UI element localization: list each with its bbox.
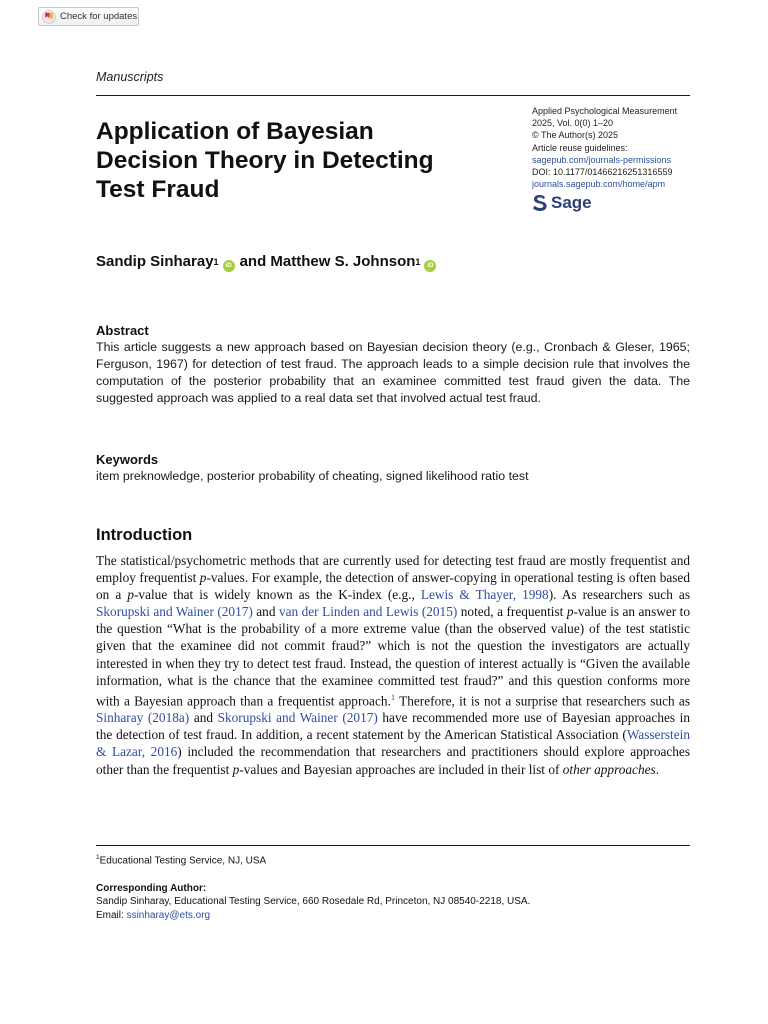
footnote-link[interactable]: 1 bbox=[390, 691, 396, 702]
check-for-updates-button[interactable] bbox=[38, 7, 139, 26]
author-name: Matthew S. Johnson bbox=[270, 253, 416, 270]
keywords-section bbox=[96, 451, 690, 485]
abstract-text: This article suggests a new approach based on Bayesian decision theory (e.g., Cronbach & Gleser, 1965; Ferguson, 1967) for detection of test fraud. The approach leads to a simple decision rule that involves the computation of the posterior probability that an examinee committed test fraud given the data. The suggested approach was applied to a real data set that involved actual test fraud. bbox=[96, 340, 690, 405]
keywords-text: item preknowledge, posterior probability of cheating, signed likelihood ratio test bbox=[96, 469, 529, 483]
section-tag: Manuscripts bbox=[96, 70, 164, 84]
title-line: Test Fraud bbox=[96, 176, 220, 203]
author-connector: and bbox=[239, 253, 267, 270]
affiliation-footnote bbox=[96, 854, 266, 866]
author-name: Sandip Sinharay bbox=[96, 253, 214, 270]
check-for-updates-label: Check for updates bbox=[60, 11, 138, 22]
title-line: Decision Theory in Detecting bbox=[96, 147, 434, 174]
affiliation-mark: 1 bbox=[96, 854, 100, 861]
introduction-heading: Introduction bbox=[96, 526, 193, 544]
abstract-heading: Abstract bbox=[96, 323, 149, 338]
citation-link[interactable]: Sinharay (2018a) bbox=[96, 710, 190, 726]
title-line: Application of Bayesian bbox=[96, 118, 374, 145]
corresponding-author bbox=[96, 882, 530, 922]
sage-logo bbox=[532, 194, 702, 212]
footnote-divider bbox=[96, 845, 690, 846]
journal-name: Applied Psychological Measurement bbox=[532, 106, 678, 116]
citation-link[interactable]: Skorupski and Wainer (2017) bbox=[96, 604, 253, 620]
citation-link[interactable]: van der Linden and Lewis (2015) bbox=[278, 604, 458, 620]
email-label: Email: bbox=[96, 909, 127, 921]
orcid-icon[interactable]: iD bbox=[424, 260, 436, 272]
permissions-link[interactable]: sagepub.com/journals-permissions bbox=[532, 154, 672, 165]
email-link[interactable]: ssinharay@ets.org bbox=[126, 909, 211, 921]
copyright: © The Author(s) 2025 bbox=[532, 130, 619, 141]
corresponding-address: Sandip Sinharay, Educational Testing Service, 660 Rosedale Rd, Princeton, NJ 08540-2218, USA. bbox=[96, 896, 531, 908]
header-divider bbox=[96, 95, 690, 96]
sage-wordmark: Sage bbox=[551, 193, 592, 213]
corresponding-heading: Corresponding Author: bbox=[96, 883, 207, 894]
affiliation-mark: 1 bbox=[213, 257, 219, 267]
journal-metadata bbox=[532, 105, 702, 212]
abstract-section bbox=[96, 322, 690, 407]
citation-link[interactable]: Lewis & Thayer, 1998 bbox=[420, 587, 549, 603]
orcid-icon[interactable]: iD bbox=[223, 260, 235, 272]
journal-volume: 2025, Vol. 0(0) 1–20 bbox=[532, 118, 614, 129]
sage-s-icon bbox=[532, 194, 548, 212]
affiliation-text: Educational Testing Service, NJ, USA bbox=[99, 855, 267, 867]
keywords-heading: Keywords bbox=[96, 452, 159, 467]
author-line bbox=[96, 253, 441, 271]
citation-link[interactable]: Skorupski and Wainer (2017) bbox=[217, 710, 378, 726]
crossmark-icon bbox=[42, 10, 56, 24]
doi: DOI: 10.1177/01466216251316559 bbox=[532, 167, 673, 178]
reuse-label: Article reuse guidelines: bbox=[532, 142, 628, 153]
article-title bbox=[96, 117, 496, 204]
introduction-paragraph: The statistical/psychometric methods that are currently used for detecting test fraud are mostly frequentist and employ frequentist p-values. For example, the detection of answer-copying in operational testing is often based on a p-value that is widely known as the K-index (e.g., Lewis & Thayer, 1998). As researchers such as Skorupski and Wainer (2017) and van der Linden and Lewis (2015) noted, a frequentist p-value is an answer to the question “What is the probability of a more extreme value (than the observed value) of the test statistic given that the examinee did not commit fraud?” which is not the question the investigators are actually interested in when they try to detect test fraud. Instead, the question of interest actually is “Given the available information, what is the chance that the examinee committed test fraud?” and this question conforms more with a Bayesian approach than a frequentist approach.$^1$ Therefore, it is not a surprise that researchers such as Sinharay (2018a) and Skorupski and Wainer (2017) have recommended more use of Bayesian approaches in the detection of test fraud. In addition, a recent statement by the American Statistical Association (Wasserstein & Lazar, 2016) included the recommendation that researchers and practitioners should explore approaches other than the frequentist p-values and Bayesian approaches are included in their list of other approaches. bbox=[96, 553, 691, 777]
journal-home-link[interactable]: journals.sagepub.com/home/apm bbox=[532, 179, 666, 190]
citation-link[interactable]: Wasserstein & Lazar, 2016 bbox=[96, 727, 690, 760]
affiliation-mark: 1 bbox=[415, 257, 421, 267]
email-line bbox=[96, 909, 530, 922]
